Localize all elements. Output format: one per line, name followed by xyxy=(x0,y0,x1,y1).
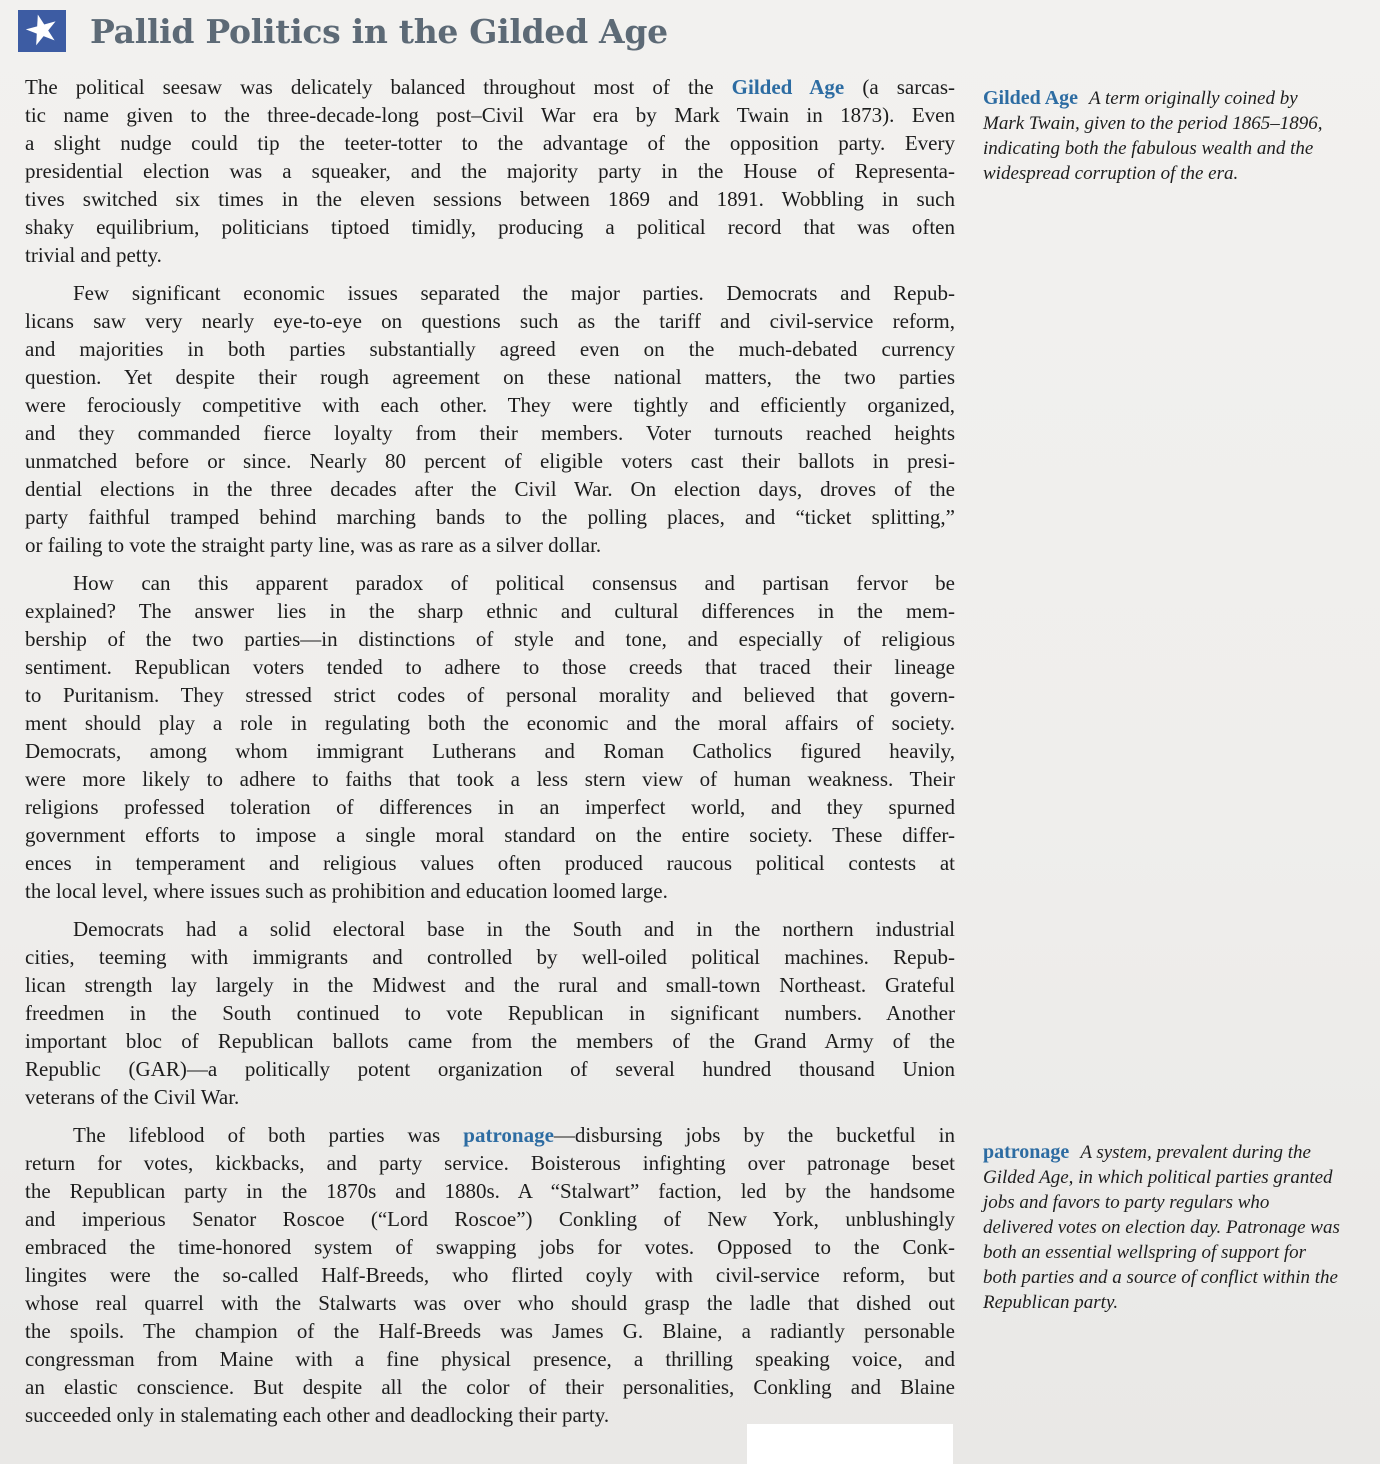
text-line: and they commanded fierce loyalty from their members. Voter turnouts reached heights xyxy=(25,421,955,445)
text-line: an elastic conscience. But despite all the color of their personalities, Conkling and Blaine xyxy=(25,1375,955,1399)
text-line: and imperious Senator Roscoe (“Lord Roscoe”) Conkling of New York, unblushingly xyxy=(25,1207,955,1231)
text-line: religions professed toleration of differences in an imperfect world, and they spurned xyxy=(25,795,955,819)
text-line: and majorities in both parties substantially agreed even on the much-debated currency xyxy=(25,337,955,361)
text-line: tic name given to the three-decade-long post–Civil War era by Mark Twain in 1873). Even xyxy=(25,103,955,127)
text-line: lingites were the so-called Half-Breeds, who flirted coyly with civil-service reform, but xyxy=(25,1263,955,1287)
text-line: explained? The answer lies in the sharp ethnic and cultural differences in the mem- xyxy=(25,599,955,623)
text-line: to Puritanism. They stressed strict codes of personal morality and believed that govern- xyxy=(25,683,955,707)
key-term: patronage xyxy=(463,1123,554,1147)
text-line: ment should play a role in regulating both the economic and the moral affairs of society. xyxy=(25,711,955,735)
text-line: the Republican party in the 1870s and 1880s. A “Stalwart” faction, led by the handsome xyxy=(25,1179,955,1203)
text-line: important bloc of Republican ballots came from the members of the Grand Army of the xyxy=(25,1029,955,1053)
text-line: congressman from Maine with a fine physical presence, a thrilling speaking voice, and xyxy=(25,1347,955,1371)
margin-note-term: patronage xyxy=(983,1141,1070,1163)
text-line: or failing to vote the straight party line, was as rare as a silver dollar. xyxy=(25,533,602,557)
star-glyph-icon: ★ xyxy=(18,2,66,57)
text-line: lican strength lay largely in the Midwest and the rural and small-town Northeast. Grateful xyxy=(25,973,955,997)
text-line: government efforts to impose a single moral standard on the entire society. These differ- xyxy=(25,823,955,847)
text-line: party faithful tramped behind marching bands to the polling places, and “ticket splitting,” xyxy=(25,505,955,529)
text-line: embraced the time-honored system of swapping jobs for votes. Opposed to the Conk- xyxy=(25,1235,955,1259)
text-line: licans saw very nearly eye-to-eye on questions such as the tariff and civil-service reform, xyxy=(25,309,955,333)
margin-note xyxy=(983,86,1341,186)
text-line: trivial and petty. xyxy=(25,243,162,267)
text-line: a slight nudge could tip the teeter-totter to the advantage of the opposition party. Every xyxy=(25,131,955,155)
margin-note-term: Gilded Age xyxy=(983,87,1079,109)
text-line: question. Yet despite their rough agreement on these national matters, the two parties xyxy=(25,365,955,389)
text-line: cities, teeming with immigrants and controlled by well-oiled political machines. Repub- xyxy=(25,945,955,969)
text-line: sentiment. Republican voters tended to adhere to those creeds that traced their lineage xyxy=(25,655,955,679)
text-line: presidential election was a squeaker, and the majority party in the House of Representa- xyxy=(25,159,955,183)
text-line: succeeded only in stalemating each other and deadlocking their party. xyxy=(25,1403,610,1427)
margin-note-definition: A term originally coined by Mark Twain, given to the period 1865–1896, indicating both the fabulous wealth and the widespread corruption of the era. xyxy=(983,88,1323,184)
text-line: dential elections in the three decades after the Civil War. On election days, droves of the xyxy=(25,477,955,501)
text-line: the spoils. The champion of the Half-Breeds was James G. Blaine, a radiantly personable xyxy=(25,1319,955,1343)
text-line: Few significant economic issues separated the major parties. Democrats and Repub- xyxy=(73,281,955,305)
text-line: Republic (GAR)—a politically potent organization of several hundred thousand Union xyxy=(25,1057,955,1081)
text-line: veterans of the Civil War. xyxy=(25,1085,240,1109)
text-line: whose real quarrel with the Stalwarts was over who should grasp the ladle that dished out xyxy=(25,1291,955,1315)
text-line: Democrats, among whom immigrant Lutherans and Roman Catholics figured heavily, xyxy=(25,739,955,763)
text-line: bership of the two parties—in distinctions of style and tone, and especially of religious xyxy=(25,627,955,651)
margin-note xyxy=(983,1140,1341,1315)
text-line: unmatched before or since. Nearly 80 percent of eligible voters cast their ballots in presi- xyxy=(25,449,955,473)
key-term: Gilded Age xyxy=(731,75,845,99)
margin-note-definition: A system, prevalent during the Gilded Age, in which political parties granted jobs and favors to party regulars who delivered votes on election day. Patronage was both an essential wellspring of support for both parties and a source of conflict within the Republican party. xyxy=(983,1142,1340,1313)
text-line: How can this apparent paradox of political consensus and partisan fervor be xyxy=(73,571,955,595)
text-line: were more likely to adhere to faiths that took a less stern view of human weakness. Their xyxy=(25,767,955,791)
text-line: Democrats had a solid electoral base in the South and in the northern industrial xyxy=(73,917,955,941)
text-line: freedmen in the South continued to vote Republican in significant numbers. Another xyxy=(25,1001,955,1025)
text-line: The lifeblood of both parties was patronage—disbursing jobs by the bucketful in xyxy=(73,1123,955,1147)
text-line: ences in temperament and religious values often produced raucous political contests at xyxy=(25,851,955,875)
text-line: were ferociously competitive with each other. They were tightly and efficiently organized, xyxy=(25,393,955,417)
text-line: the local level, where issues such as prohibition and education loomed large. xyxy=(25,879,668,903)
text-line: tives switched six times in the eleven sessions between 1869 and 1891. Wobbling in such xyxy=(25,187,955,211)
text-line: shaky equilibrium, politicians tiptoed timidly, producing a political record that was often xyxy=(25,215,955,239)
section-title: Pallid Politics in the Gilded Age xyxy=(90,11,668,51)
white-patch xyxy=(747,1424,953,1464)
text-line: return for votes, kickbacks, and party service. Boisterous infighting over patronage beset xyxy=(25,1151,955,1175)
text-line: The political seesaw was delicately balanced throughout most of the Gilded Age (a sarcas- xyxy=(25,75,956,99)
